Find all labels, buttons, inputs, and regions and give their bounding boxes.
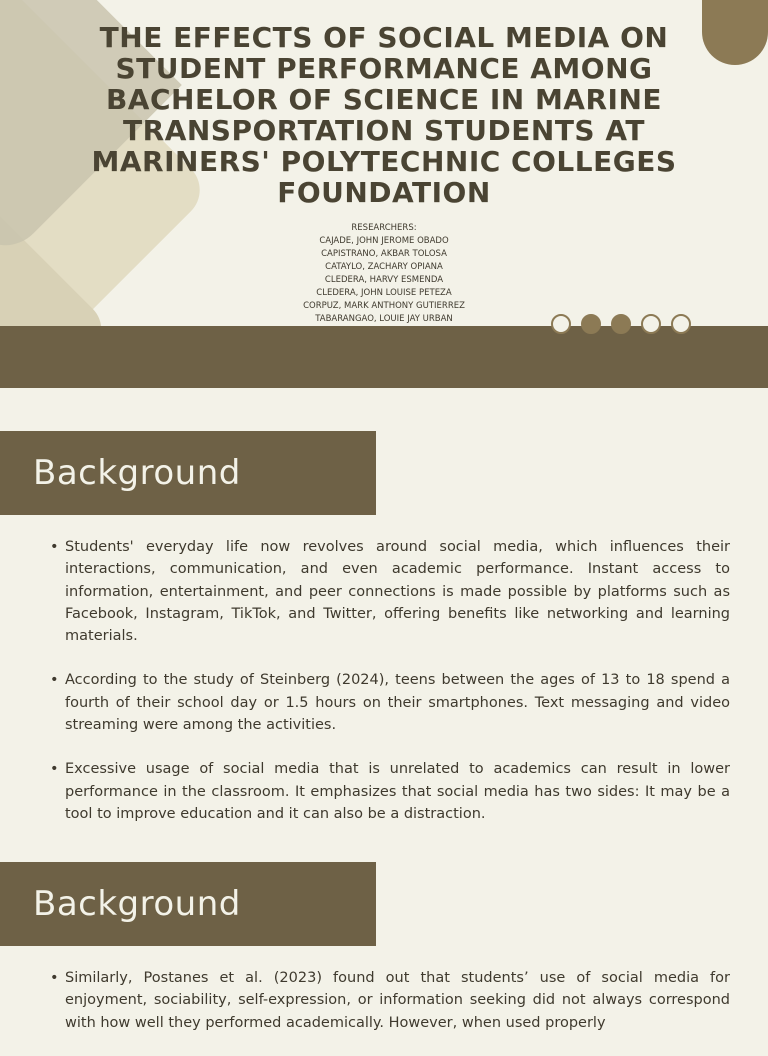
header-band: [0, 326, 768, 388]
decor-dot-outline: [641, 314, 661, 334]
bullet-item: • Excessive usage of social media that is unrelated to academics can result in lower performance in the classroom. It emphasizes that social media has two sides: It may be a tool to improve education and it can also be a distraction.: [48, 758, 730, 825]
researcher-name: CORPUZ, MARK ANTHONY GUTIERREZ: [303, 301, 465, 311]
decor-dot-filled: [611, 314, 631, 334]
researcher-name: CAPISTRANO, AKBAR TOLOSA: [321, 249, 447, 259]
decor-dot-filled: [581, 314, 601, 334]
bullet-item: • Similarly, Postanes et al. (2023) found out that students’ use of social media for enjoyment, sociability, self-expression, or information seeking did not always correspond with how well they performed academically. However, when used properly: [48, 967, 730, 1034]
decor-dots: [551, 314, 691, 334]
researchers-label: RESEARCHERS:: [351, 223, 417, 233]
bullet-list: [48, 967, 730, 1056]
section-heading: [0, 862, 376, 946]
researcher-name: TABARANGAO, LOUIE JAY URBAN: [315, 314, 453, 324]
section-heading-text: Background: [33, 453, 241, 493]
researcher-name: CLEDERA, HARVY ESMENDA: [324, 275, 444, 285]
researcher-name: CATAYLO, ZACHARY OPIANA: [325, 262, 443, 272]
page-title: THE EFFECTS OF SOCIAL MEDIA ON STUDENT PERFORMANCE AMONG BACHELOR OF SCIENCE IN MARINE TRANSPORTATION STUDENTS AT MARINERS' POLYTECHNIC COLLEGES FOUNDATION: [91, 21, 677, 209]
researcher-name: CAJADE, JOHN JEROME OBADO: [319, 236, 449, 246]
decor-dot-outline: [551, 314, 571, 334]
bullet-list: [48, 536, 730, 847]
decor-dot-outline: [671, 314, 691, 334]
bullet-item: • Students' everyday life now revolves around social media, which influences their interactions, communication, and even academic performance. Instant access to information, entertainment, and peer connections is made possible by platforms such as Facebook, Instagram, TikTok, and Twitter, offering benefits like networking and learning materials.: [48, 536, 730, 647]
section-heading: [0, 431, 376, 515]
researchers-block: [0, 222, 768, 326]
researcher-name: CLEDERA, JOHN LOUISE PETEZA: [316, 288, 452, 298]
bullet-item: • According to the study of Steinberg (2024), teens between the ages of 13 to 18 spend a fourth of their school day or 1.5 hours on their smartphones. Text messaging and video streaming were among the activities.: [48, 669, 730, 736]
section-heading-text: Background: [33, 884, 241, 924]
